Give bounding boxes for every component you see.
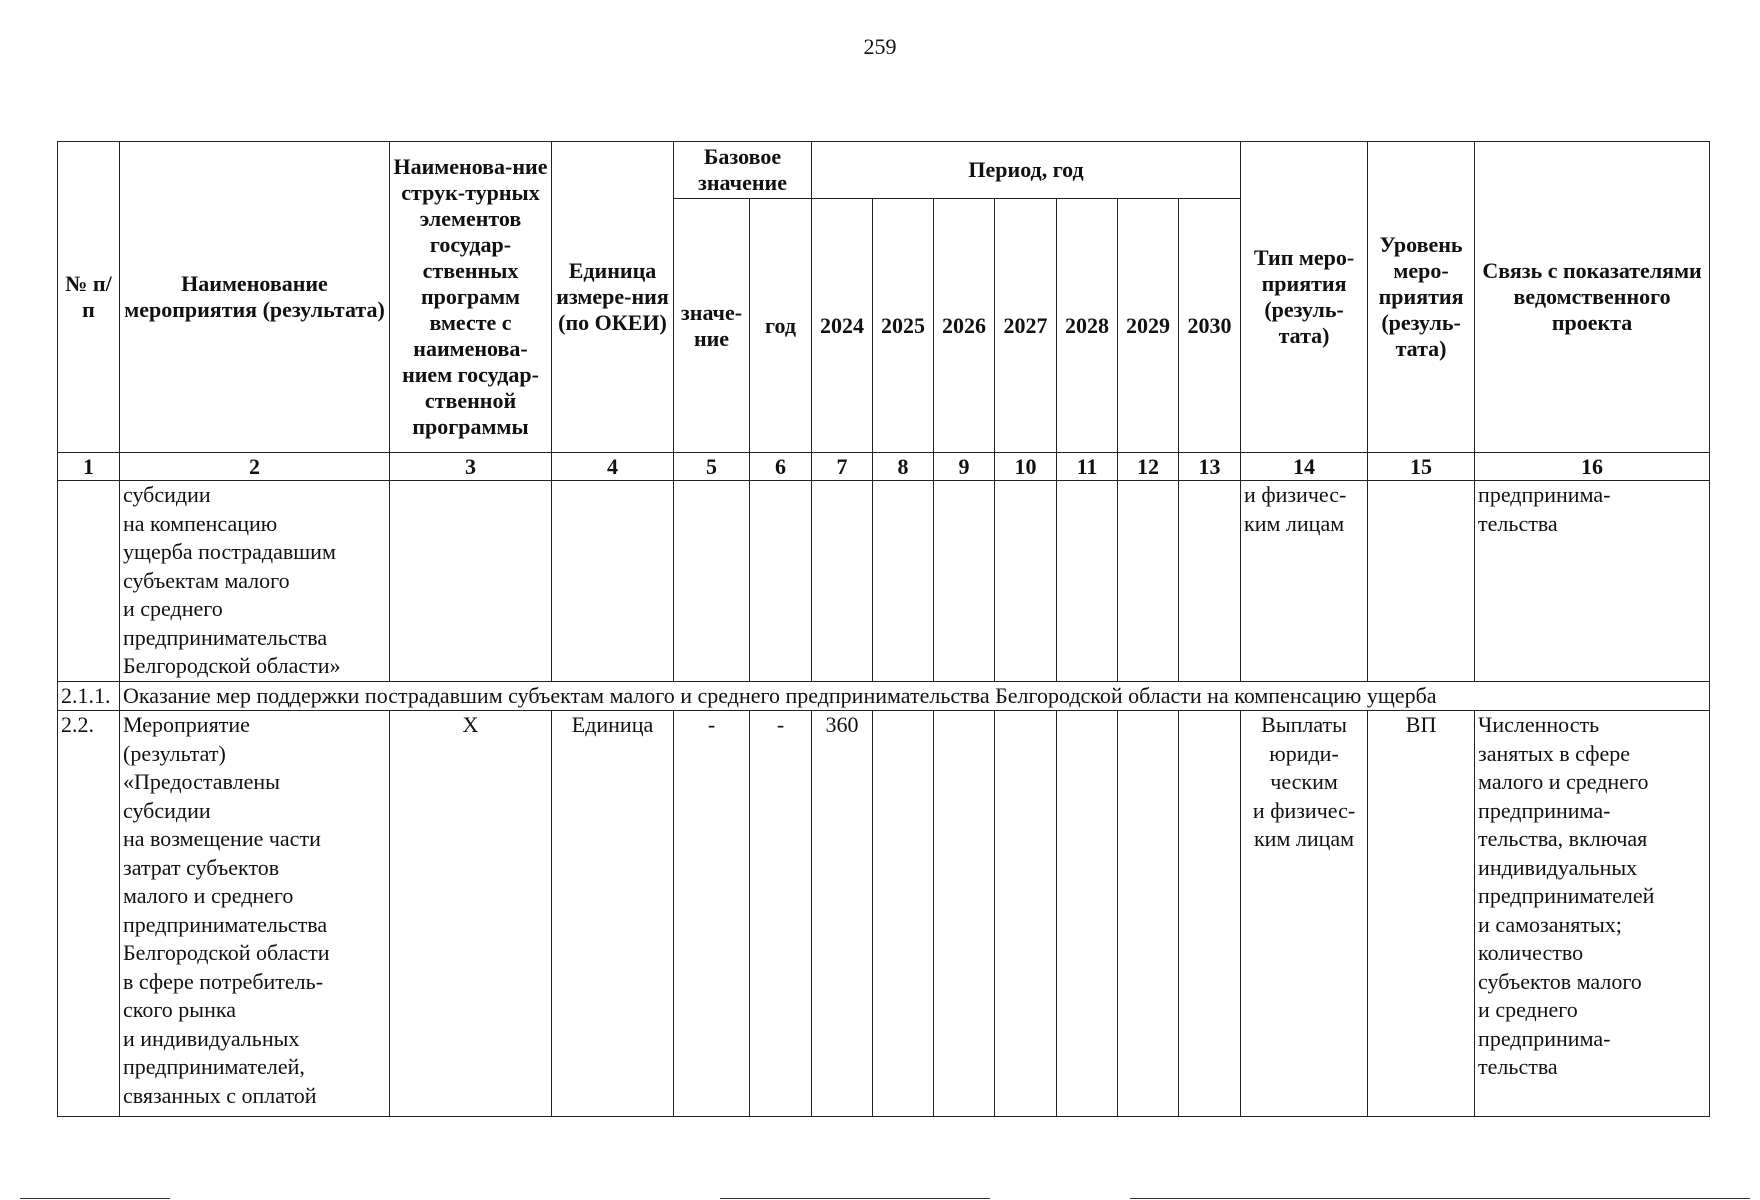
- cell-num: [58, 481, 120, 682]
- cell-struct: [390, 481, 552, 682]
- cell-unit: Единица: [552, 711, 674, 1117]
- cell-type: Выплаты юриди- ческим и физичес- ким лицам: [1241, 711, 1368, 1117]
- column-number: 12: [1118, 453, 1179, 481]
- cell-base-value: -: [674, 711, 750, 1117]
- header-year-2030: 2030: [1179, 199, 1241, 453]
- cell-2024: 360: [812, 711, 873, 1117]
- cell-unit: [552, 481, 674, 682]
- header-year-2027: 2027: [995, 199, 1057, 453]
- header-unit: Единица измере-ния (по ОКЕИ): [552, 142, 674, 453]
- cell-base-year: [750, 481, 812, 682]
- header-year-2029: 2029: [1118, 199, 1179, 453]
- header-base: Базовое значение: [674, 142, 812, 199]
- cell-2025: [873, 711, 934, 1117]
- cell-type: и физичес- ким лицам: [1241, 481, 1368, 682]
- cell-link: Численность занятых в сфере малого и среднего предпринима- тельства, включая индивидуальных предпринимателей и самозанятых; количество субъектов малого и среднего предпринима- тельства: [1475, 711, 1710, 1117]
- cell-2030: [1179, 711, 1241, 1117]
- cell-base-year: -: [750, 711, 812, 1117]
- cell-2027: [995, 481, 1057, 682]
- cell-name: субсидии на компенсацию ущерба пострадавшим субъектам малого и среднего предпринимательства Белгородской области»: [120, 481, 390, 682]
- column-number: 9: [934, 453, 995, 481]
- cell-2030: [1179, 481, 1241, 682]
- section-title: Оказание мер поддержки пострадавшим субъектам малого и среднего предпринимательства Белгородской области на компенсацию ущерба: [120, 681, 1710, 711]
- cell-link: предпринима- тельства: [1475, 481, 1710, 682]
- column-number: 7: [812, 453, 873, 481]
- cell-num: 2.1.1.: [58, 681, 120, 711]
- cell-2026: [934, 711, 995, 1117]
- footer-rule: [20, 1198, 170, 1199]
- cell-struct: X: [390, 711, 552, 1117]
- cell-level: ВП: [1368, 711, 1475, 1117]
- cell-name: Мероприятие (результат) «Предоставлены субсидии на возмещение части затрат субъектов малого и среднего предпринимательства Белгородской области в сфере потребитель- ского рынка и индивидуальных предпринимателей, связанных с оплатой: [120, 711, 390, 1117]
- header-link: Связь с показателями ведомственного проекта: [1475, 142, 1710, 453]
- column-number: 1: [58, 453, 120, 481]
- header-num: № п/п: [58, 142, 120, 453]
- header-period: Период, год: [812, 142, 1241, 199]
- header-year-2025: 2025: [873, 199, 934, 453]
- header-struct: Наименова-ние струк-турных элементов государ-ственных программ вместе с наименова-нием государ-ственной программы: [390, 142, 552, 453]
- header-type: Тип меро-приятия (резуль-тата): [1241, 142, 1368, 453]
- header-year-2028: 2028: [1057, 199, 1118, 453]
- cell-2025: [873, 481, 934, 682]
- column-number: 14: [1241, 453, 1368, 481]
- column-number: 6: [750, 453, 812, 481]
- cell-2028: [1057, 711, 1118, 1117]
- column-number: 13: [1179, 453, 1241, 481]
- column-number: 16: [1475, 453, 1710, 481]
- column-number: 11: [1057, 453, 1118, 481]
- cell-num: 2.2.: [58, 711, 120, 1117]
- header-year-2026: 2026: [934, 199, 995, 453]
- table-row-section: [58, 681, 1710, 711]
- footer-rule: [1130, 1198, 1750, 1199]
- header-year-2024: 2024: [812, 199, 873, 453]
- table-row: [58, 481, 1710, 682]
- column-number: 2: [120, 453, 390, 481]
- cell-base-value: [674, 481, 750, 682]
- header-base-year: год: [750, 199, 812, 453]
- column-number: 3: [390, 453, 552, 481]
- column-number: 8: [873, 453, 934, 481]
- cell-2029: [1118, 481, 1179, 682]
- table-row: [58, 711, 1710, 1117]
- header-level: Уровень меро-приятия (резуль-тата): [1368, 142, 1475, 453]
- column-number: 15: [1368, 453, 1475, 481]
- events-table: [57, 141, 1710, 1117]
- cell-2029: [1118, 711, 1179, 1117]
- column-number: 5: [674, 453, 750, 481]
- header-base-value: значе-ние: [674, 199, 750, 453]
- cell-2027: [995, 711, 1057, 1117]
- page-number: 259: [863, 34, 897, 59]
- header-name: Наименование мероприятия (результата): [120, 142, 390, 453]
- column-number: 4: [552, 453, 674, 481]
- footer-rule: [720, 1198, 990, 1199]
- cell-2026: [934, 481, 995, 682]
- cell-level: [1368, 481, 1475, 682]
- column-number: 10: [995, 453, 1057, 481]
- cell-2028: [1057, 481, 1118, 682]
- cell-2024: [812, 481, 873, 682]
